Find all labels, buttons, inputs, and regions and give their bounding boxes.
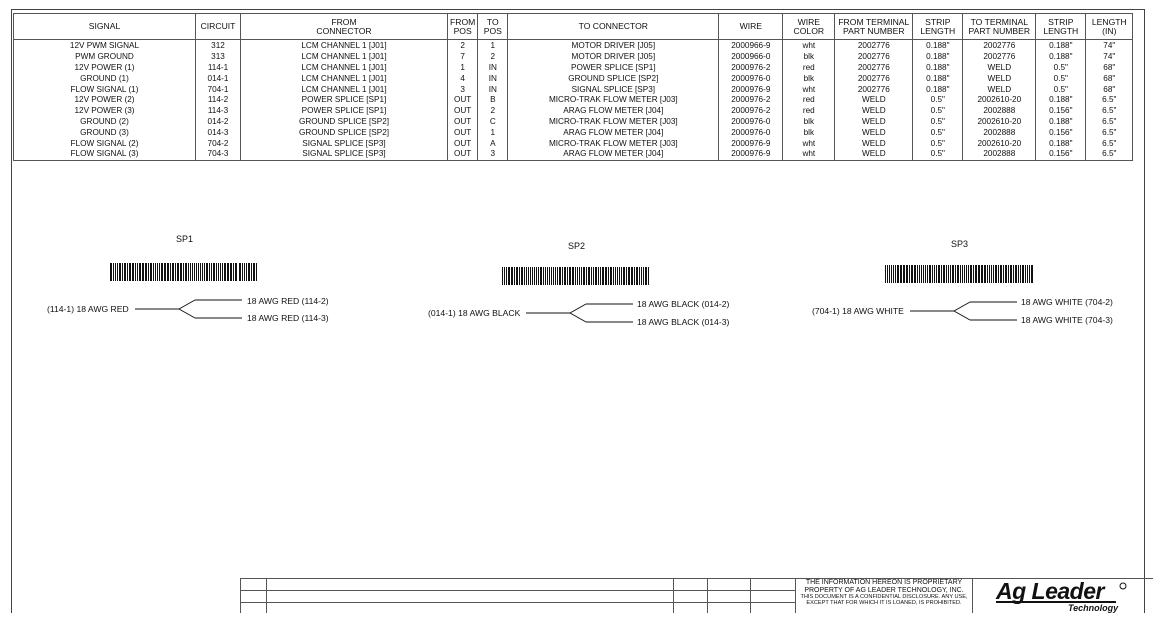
table-cell: 2000976-2 (719, 106, 783, 117)
table-cell: 312 (196, 40, 241, 52)
table-cell: PWM GROUND (14, 52, 196, 63)
table-header-row (14, 14, 1133, 40)
ag-leader-logo (990, 577, 1130, 618)
table-cell: 0.5" (913, 106, 963, 117)
splice-symbol (910, 301, 1020, 323)
table-cell: 2000966-9 (719, 40, 783, 52)
table-cell: wht (783, 84, 835, 95)
table-cell: 2002776 (835, 63, 913, 74)
table-cell: 2000976-0 (719, 127, 783, 138)
table-cell: MOTOR DRIVER [J05] (508, 40, 719, 52)
table-cell: WELD (835, 117, 913, 128)
title-block-row-rule (240, 602, 795, 603)
table-cell: LCM CHANNEL 1 [J01] (241, 73, 448, 84)
table-cell: 114-1 (196, 63, 241, 74)
header-from-pos: FROM POS (448, 14, 478, 40)
table-cell: 0.5" (1036, 73, 1086, 84)
table-cell: IN (478, 73, 508, 84)
table-cell: 6.5" (1086, 127, 1133, 138)
table-cell: SIGNAL SPLICE [SP3] (241, 149, 448, 160)
table-cell: 6.5" (1086, 138, 1133, 149)
table-cell: FLOW SIGNAL (3) (14, 149, 196, 160)
title-block-row-rule (240, 590, 795, 591)
table-cell: 1 (478, 40, 508, 52)
table-cell: FLOW SIGNAL (1) (14, 84, 196, 95)
splice-title: SP3 (951, 239, 969, 249)
table-cell: 2002888 (963, 106, 1036, 117)
table-cell: 2002888 (963, 127, 1036, 138)
table-cell: 2002888 (963, 149, 1036, 160)
splice-symbol (135, 299, 245, 321)
table-cell: 0.5" (913, 117, 963, 128)
table-cell: 3 (478, 149, 508, 160)
table-cell: 0.188" (1036, 52, 1086, 63)
table-cell: WELD (835, 127, 913, 138)
table-cell: 2000976-9 (719, 149, 783, 160)
table-cell: LCM CHANNEL 1 [J01] (241, 84, 448, 95)
table-cell: A (478, 138, 508, 149)
table-cell: 3 (448, 84, 478, 95)
table-cell: 1 (478, 127, 508, 138)
table-row (14, 106, 1133, 117)
title-block-divider (240, 578, 241, 613)
table-cell: 2002776 (835, 40, 913, 52)
table-cell: 0.188" (913, 63, 963, 74)
table-cell: POWER SPLICE [SP1] (241, 95, 448, 106)
table-cell: 2000976-0 (719, 73, 783, 84)
table-cell: 6.5" (1086, 106, 1133, 117)
header-strip-length-from: STRIP LENGTH (913, 14, 963, 40)
notice-line: PROPERTY OF AG LEADER TECHNOLOGY, INC. (804, 586, 964, 594)
table-cell: 0.188" (913, 84, 963, 95)
table-cell: 0.188" (913, 73, 963, 84)
table-cell: SIGNAL SPLICE [SP3] (508, 84, 719, 95)
table-cell: red (783, 106, 835, 117)
table-cell: SIGNAL SPLICE [SP3] (241, 138, 448, 149)
table-cell: 0.156" (1036, 149, 1086, 160)
table-cell: MICRO-TRAK FLOW METER [J03] (508, 95, 719, 106)
input-wire-label: (014-1) 18 AWG BLACK (428, 308, 521, 318)
table-cell: 68" (1086, 63, 1133, 74)
table-cell: 12V PWM SIGNAL (14, 40, 196, 52)
header-wire-color: WIRE COLOR (783, 14, 835, 40)
table-cell: LCM CHANNEL 1 [J01] (241, 52, 448, 63)
table-cell: GROUND (2) (14, 117, 196, 128)
splice-symbol (526, 303, 636, 325)
header-to-terminal-part: TO TERMINAL PART NUMBER (963, 14, 1036, 40)
table-row (14, 52, 1133, 63)
table-cell: GROUND SPLICE [SP2] (508, 73, 719, 84)
table-body (14, 40, 1133, 161)
table-cell: blk (783, 52, 835, 63)
input-wire-label: (704-1) 18 AWG WHITE (812, 306, 904, 316)
wire-table (13, 13, 1133, 161)
header-circuit: CIRCUIT (196, 14, 241, 40)
table-cell: 0.5" (913, 149, 963, 160)
notice-line: THIS DOCUMENT IS A CONFIDENTIAL DISCLOSURE. ANY USE, (800, 594, 968, 601)
table-cell: blk (783, 117, 835, 128)
table-cell: OUT (448, 95, 478, 106)
header-from-connector: FROM CONNECTOR (241, 14, 448, 40)
table-cell: ARAG FLOW METER [J04] (508, 127, 719, 138)
header-signal: SIGNAL (14, 14, 196, 40)
table-row (14, 127, 1133, 138)
title-block-divider (673, 578, 674, 613)
table-cell: 0.188" (1036, 117, 1086, 128)
table-cell: 68" (1086, 73, 1133, 84)
table-cell: 2 (478, 52, 508, 63)
table-cell: 6.5" (1086, 117, 1133, 128)
title-block-divider (266, 578, 267, 613)
table-row (14, 73, 1133, 84)
title-block-divider (795, 578, 796, 613)
table-row (14, 63, 1133, 74)
table-cell: ARAG FLOW METER [J04] (508, 149, 719, 160)
table-cell: 2 (448, 40, 478, 52)
table-row (14, 149, 1133, 160)
table-cell: wht (783, 138, 835, 149)
table-cell: WELD (963, 84, 1036, 95)
table-cell: 0.156" (1036, 106, 1086, 117)
output-wire-label-bottom: 18 AWG BLACK (014-3) (637, 317, 730, 327)
table-cell: 0.188" (913, 40, 963, 52)
table-cell: MOTOR DRIVER [J05] (508, 52, 719, 63)
header-to-connector: TO CONNECTOR (508, 14, 719, 40)
table-cell: 2000966-0 (719, 52, 783, 63)
table-cell: 2 (478, 106, 508, 117)
splice-title: SP2 (568, 241, 586, 251)
table-cell: 704-2 (196, 138, 241, 149)
table-row (14, 117, 1133, 128)
table-cell: GROUND SPLICE [SP2] (241, 127, 448, 138)
table-cell: 0.188" (1036, 138, 1086, 149)
table-cell: 2002610-20 (963, 138, 1036, 149)
table-cell: 0.188" (913, 52, 963, 63)
table-cell: 4 (448, 73, 478, 84)
table-cell: 74" (1086, 52, 1133, 63)
table-cell: 2002776 (835, 73, 913, 84)
table-cell: 0.5" (1036, 84, 1086, 95)
table-cell: 6.5" (1086, 149, 1133, 160)
table-cell: blk (783, 127, 835, 138)
header-strip-length-to: STRIP LENGTH (1036, 14, 1086, 40)
header-length: LENGTH (IN) (1086, 14, 1133, 40)
proprietary-notice (798, 579, 970, 607)
input-wire-label: (114-1) 18 AWG RED (47, 304, 129, 314)
table-cell: 0.5" (913, 127, 963, 138)
table-cell: 6.5" (1086, 95, 1133, 106)
barcode-icon (110, 263, 260, 281)
table-cell: 0.5" (913, 138, 963, 149)
output-wire-label-bottom: 18 AWG RED (114-3) (247, 313, 329, 323)
table-cell: 2000976-9 (719, 138, 783, 149)
table-cell: WELD (835, 138, 913, 149)
table-cell: 2002776 (835, 84, 913, 95)
output-wire-label-bottom: 18 AWG WHITE (704-3) (1021, 315, 1113, 325)
table-cell: GROUND SPLICE [SP2] (241, 117, 448, 128)
table-row (14, 84, 1133, 95)
table-cell: 12V POWER (3) (14, 106, 196, 117)
table-cell: 0.156" (1036, 127, 1086, 138)
table-cell: 0.5" (913, 95, 963, 106)
table-cell: 2000976-9 (719, 84, 783, 95)
table-cell: 014-3 (196, 127, 241, 138)
table-cell: 114-2 (196, 95, 241, 106)
output-wire-label-top: 18 AWG WHITE (704-2) (1021, 297, 1113, 307)
header-wire: WIRE (719, 14, 783, 40)
table-cell: WELD (835, 106, 913, 117)
table-cell: OUT (448, 117, 478, 128)
table-cell: 68" (1086, 84, 1133, 95)
output-wire-label-top: 18 AWG RED (114-2) (247, 296, 329, 306)
table-cell: OUT (448, 106, 478, 117)
table-cell: 2000976-2 (719, 95, 783, 106)
table-cell: red (783, 63, 835, 74)
table-cell: red (783, 95, 835, 106)
table-cell: B (478, 95, 508, 106)
notice-line: EXCEPT THAT FOR WHICH IT IS LOANED, IS PROHIBITED. (806, 600, 962, 607)
table-cell: 12V POWER (2) (14, 95, 196, 106)
table-cell: 2002610-20 (963, 117, 1036, 128)
table-cell: 2000976-2 (719, 63, 783, 74)
table-cell: 1 (448, 63, 478, 74)
table-cell: 0.5" (1036, 63, 1086, 74)
table-cell: FLOW SIGNAL (2) (14, 138, 196, 149)
table-cell: wht (783, 149, 835, 160)
table-cell: LCM CHANNEL 1 [J01] (241, 63, 448, 74)
table-cell: 74" (1086, 40, 1133, 52)
table-cell: 014-2 (196, 117, 241, 128)
logo-wordmark: Ag Leader (996, 578, 1104, 604)
table-cell: WELD (835, 95, 913, 106)
table-cell: 2002776 (963, 40, 1036, 52)
table-cell: POWER SPLICE [SP1] (508, 63, 719, 74)
title-block-divider (972, 578, 973, 613)
table-cell: POWER SPLICE [SP1] (241, 106, 448, 117)
table-cell: wht (783, 40, 835, 52)
table-row (14, 40, 1133, 52)
table-cell: OUT (448, 138, 478, 149)
table-cell: IN (478, 84, 508, 95)
table-cell: 7 (448, 52, 478, 63)
table-cell: 704-1 (196, 84, 241, 95)
table-cell: 2002776 (963, 52, 1036, 63)
table-cell: C (478, 117, 508, 128)
table-cell: 114-3 (196, 106, 241, 117)
header-from-terminal-part: FROM TERMINAL PART NUMBER (835, 14, 913, 40)
table-cell: 704-3 (196, 149, 241, 160)
splice-title: SP1 (176, 234, 194, 244)
table-cell: 2002610-20 (963, 95, 1036, 106)
table-cell: 12V POWER (1) (14, 63, 196, 74)
table-cell: LCM CHANNEL 1 [J01] (241, 40, 448, 52)
header-to-pos: TO POS (478, 14, 508, 40)
table-cell: 313 (196, 52, 241, 63)
output-wire-label-top: 18 AWG BLACK (014-2) (637, 299, 730, 309)
title-block-divider (707, 578, 708, 613)
barcode-icon (885, 265, 1035, 283)
notice-line: THE INFORMATION HEREON IS PROPRIETARY (805, 579, 963, 586)
table-cell: WELD (963, 73, 1036, 84)
table-cell: 2000976-0 (719, 117, 783, 128)
table-cell: OUT (448, 149, 478, 160)
table-cell: blk (783, 73, 835, 84)
table-cell: ARAG FLOW METER [J04] (508, 106, 719, 117)
table-cell: 014-1 (196, 73, 241, 84)
table-cell: GROUND (3) (14, 127, 196, 138)
table-row (14, 95, 1133, 106)
table-cell: 0.188" (1036, 40, 1086, 52)
table-cell: GROUND (1) (14, 73, 196, 84)
table-cell: MICRO-TRAK FLOW METER [J03] (508, 138, 719, 149)
barcode-icon (502, 267, 652, 285)
table-cell: 2002776 (835, 52, 913, 63)
table-row (14, 138, 1133, 149)
logo-subtitle: Technology (1068, 603, 1119, 613)
table-cell: WELD (835, 149, 913, 160)
table-cell: OUT (448, 127, 478, 138)
title-block-divider (750, 578, 751, 613)
table-cell: 0.188" (1036, 95, 1086, 106)
table-cell: MICRO-TRAK FLOW METER [J03] (508, 117, 719, 128)
table-cell: WELD (963, 63, 1036, 74)
table-cell: IN (478, 63, 508, 74)
